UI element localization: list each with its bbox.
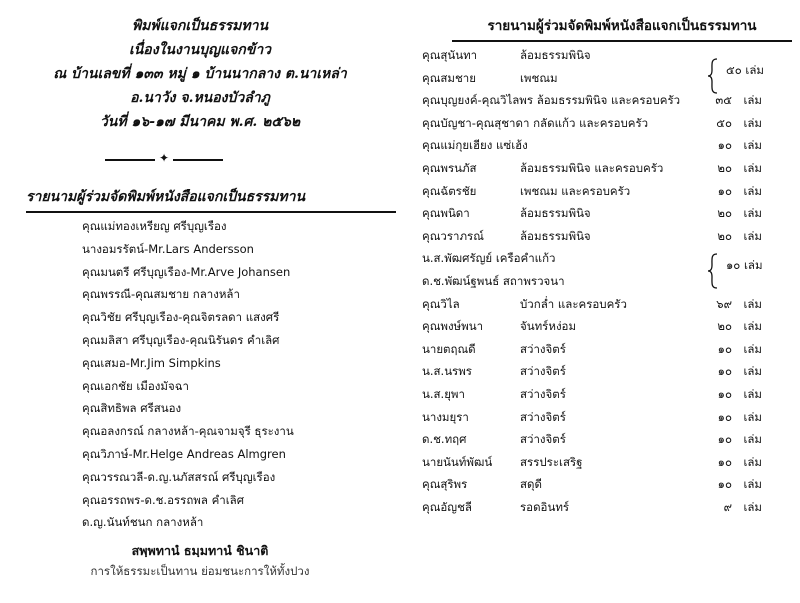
sponsor-surname: ล้อมธรรมพินิจ	[520, 206, 591, 221]
sponsor-amount: ๕๐	[716, 115, 732, 130]
sponsor-row	[422, 428, 762, 451]
donor-name: คุณเสมอ-Mr.Jim Simpkins	[82, 355, 221, 370]
sponsor-name: คุณสุริพร	[422, 477, 468, 492]
sponsor-amount: ๓๕	[715, 93, 732, 108]
sponsor-name: คุณวิไล	[422, 296, 460, 311]
sponsor-row	[422, 473, 762, 496]
sponsor-amount: ๑๐	[717, 341, 732, 356]
group-amount	[726, 257, 763, 275]
donor-name: คุณวิชัย ศรีบุญเรือง-คุณจิตรลดา แสงศรี	[82, 310, 280, 325]
sponsor-name: คุณพนิดา	[422, 206, 470, 221]
sponsor-name: คุณสมชาย	[422, 70, 476, 85]
sponsor-surname: ล้อมธรรมพินิจ	[520, 228, 591, 243]
quote-translation: การให้ธรรมะเป็นทาน ย่อมชนะการให้ทั้งปวง	[90, 564, 310, 578]
sponsor-surname: สว่างจิตร์	[520, 432, 566, 447]
group-amount-value: ๑๐	[726, 258, 741, 272]
sponsor-name: นางมยุรา	[422, 409, 469, 424]
group-amount	[726, 62, 764, 80]
sponsor-unit: เล่ม	[743, 160, 762, 175]
sponsor-amount: ๖๙	[716, 296, 732, 311]
header-line: พิมพ์แจกเป็นธรรมทาน	[131, 18, 269, 34]
sponsor-name: นายนันท์พัฒน์	[422, 454, 493, 469]
group-brace-icon	[707, 58, 721, 94]
sponsor-surname: สว่างจิตร์	[520, 341, 566, 356]
donor-name: คุณเอกชัย เมืองมัจฉา	[82, 378, 190, 393]
sponsor-unit: เล่ม	[743, 228, 762, 243]
sponsor-amount: ๑๐	[717, 409, 732, 424]
right-page	[400, 0, 800, 603]
sponsor-unit: เล่ม	[743, 477, 762, 492]
sponsor-unit: เล่ม	[743, 432, 762, 447]
sponsor-amount: ๑๐	[717, 138, 732, 153]
sponsor-surname: เพชณม	[520, 70, 558, 85]
sponsor-surname: จันทร์หง่อม	[520, 319, 577, 334]
header-line: วันที่ ๑๖-๑๗ มีนาคม พ.ศ. ๒๕๖๒	[99, 114, 301, 130]
sponsor-unit: เล่ม	[743, 115, 762, 130]
sponsor-name: น.ส.พัฒศรัญย์ เครือคำแก้ว	[422, 251, 556, 266]
sponsor-row	[422, 112, 762, 135]
donor-name: คุณอลงกรณ์ กลางหล้า-คุณจามจุรี ธุระงาน	[82, 424, 294, 439]
sponsor-name: คุณบัญชา-คุณสุชาดา กลัดแก้ว และครอบครัว	[422, 115, 649, 130]
sponsor-name: คุณฉัตรชัย	[422, 183, 477, 198]
header-line: อ.นาวัง จ.หนองบัวลำภู	[130, 90, 270, 106]
donor-name: คุณอรรถพร-ด.ช.อรรถพล คำเลิศ	[82, 492, 245, 507]
event-header	[0, 14, 400, 134]
sponsor-surname: บัวกล่ำ และครอบครัว	[520, 296, 627, 311]
pali-quote: สพฺพทานํ ธมฺมทานํ ชินาติ	[131, 543, 269, 558]
sponsor-surname: สรรประเสริฐ	[520, 454, 583, 469]
header-line: เนื่องในงานบุญแจกข้าว	[128, 42, 272, 58]
sponsor-row	[422, 360, 762, 383]
donor-name: คุณพรรณี-คุณสมชาย กลางหล้า	[82, 287, 240, 302]
sponsor-name: น.ส.ยุพา	[422, 386, 465, 401]
sponsor-surname: เพชณม และครอบครัว	[520, 183, 631, 198]
sponsor-surname: สว่างจิตร์	[520, 364, 566, 379]
sponsor-name: คุณพรนภัส	[422, 160, 477, 175]
sponsor-list	[422, 44, 762, 518]
donor-name: คุณวรรณวลี-ด.ญ.นภัสสรณ์ ศรีบุญเรือง	[82, 469, 276, 484]
sponsor-surname: ล้อมธรรมพินิจ	[520, 48, 591, 62]
sponsor-amount: ๙	[723, 499, 732, 514]
footer-quote	[0, 541, 400, 581]
donor-list	[82, 215, 294, 534]
divider-ornament: ✦	[105, 152, 225, 168]
sponsor-amount: ๒๐	[717, 228, 732, 243]
sponsor-unit: เล่ม	[743, 206, 762, 221]
sponsor-row	[422, 202, 762, 225]
sponsor-surname: สว่างจิตร์	[520, 409, 566, 424]
sponsor-amount: ๑๐	[717, 477, 732, 492]
sponsor-row	[422, 406, 762, 429]
sponsor-amount: ๒๐	[717, 206, 732, 221]
sponsor-surname: รอดอินทร์	[520, 499, 570, 514]
sponsor-name: คุณพงษ์พนา	[422, 319, 484, 334]
sponsor-row	[422, 293, 762, 316]
donor-name: คุณมลิสา ศรีบุญเรือง-คุณนิรันดร คำเลิศ	[82, 332, 280, 347]
sponsor-amount: ๑๐	[717, 183, 732, 198]
sponsor-name: คุณบุญยงค์-คุณวิไลพร ล้อมธรรมพินิจ และครอบครัว	[422, 93, 681, 108]
donor-list-title: รายนามผู้ร่วมจัดพิมพ์หนังสือแจกเป็นธรรมทาน	[26, 186, 396, 213]
donor-name: คุณสิทธิพล ศรีสนอง	[82, 401, 182, 416]
sponsor-row	[422, 451, 762, 474]
sponsor-name: คุณสุนันทา	[422, 48, 478, 62]
sponsor-amount: ๑๐	[717, 432, 732, 447]
sponsor-unit: เล่ม	[743, 341, 762, 356]
sponsor-unit: เล่ม	[743, 93, 762, 108]
sponsor-surname: ล้อมธรรมพินิจ และครอบครัว	[520, 160, 664, 175]
group-amount-unit: เล่ม	[745, 63, 764, 77]
donor-name: คุณวิภาษ์-Mr.Helge Andreas Almgren	[82, 446, 286, 461]
group-amount-unit: เล่ม	[743, 258, 763, 272]
donor-name: นางอมรรัตน์-Mr.Lars Andersson	[82, 241, 254, 256]
sponsor-row	[422, 180, 762, 203]
sponsor-row	[422, 157, 762, 180]
sponsor-amount: ๑๐	[717, 386, 732, 401]
sponsor-unit: เล่ม	[743, 454, 762, 469]
sponsor-name: ด.ช.ทฤศ	[422, 432, 467, 447]
sponsor-name: น.ส.นรพร	[422, 364, 472, 379]
sponsor-unit: เล่ม	[743, 319, 762, 334]
sponsor-surname: สดุดี	[520, 477, 542, 492]
sponsor-unit: เล่ม	[743, 386, 762, 401]
sponsor-amount: ๒๐	[717, 319, 732, 334]
donor-name: คุณแม่ทองเหรียญ ศรีบุญเรือง	[82, 219, 227, 233]
sponsor-name: คุณแม่กุยเฮียง แซ่เฮ้ง	[422, 138, 528, 153]
sponsor-name: คุณวราภรณ์	[422, 228, 484, 243]
sponsor-name: ด.ช.พัฒน์ฐพนธ์ สถาพรวจนา	[422, 273, 565, 288]
donor-name: ด.ญ.นันท์ชนก กลางหล้า	[82, 515, 204, 530]
sponsor-unit: เล่ม	[743, 183, 762, 198]
sponsor-name: นายตฤณดี	[422, 341, 476, 356]
sponsor-unit: เล่ม	[743, 409, 762, 424]
sponsor-list-title: รายนามผู้ร่วมจัดพิมพ์หนังสือแจกเป็นธรรมทาน	[452, 14, 792, 42]
sponsor-unit: เล่ม	[743, 138, 762, 153]
group-brace-icon	[707, 253, 721, 289]
sponsor-amount: ๒๐	[717, 160, 732, 175]
sponsor-unit: เล่ม	[743, 364, 762, 379]
group-amount-value: ๕๐	[726, 63, 742, 77]
sponsor-name: คุณอัญชลี	[422, 499, 472, 514]
sponsor-row	[422, 315, 762, 338]
sponsor-surname: สว่างจิตร์	[520, 386, 566, 401]
sponsor-unit: เล่ม	[743, 499, 762, 514]
sponsor-row	[422, 134, 762, 157]
sponsor-row	[422, 225, 762, 248]
sponsor-row	[422, 383, 762, 406]
donor-name: คุณมนตรี ศรีบุญเรือง-Mr.Arve Johansen	[82, 264, 291, 279]
sponsor-unit: เล่ม	[743, 296, 762, 311]
sponsor-amount: ๑๐	[717, 454, 732, 469]
sponsor-row	[422, 338, 762, 361]
sponsor-row	[422, 496, 762, 519]
header-line: ณ บ้านเลขที่ ๑๓๓ หมู่ ๑ บ้านนากลาง ต.นาเหล่า	[53, 66, 347, 82]
sponsor-amount: ๑๐	[717, 364, 732, 379]
